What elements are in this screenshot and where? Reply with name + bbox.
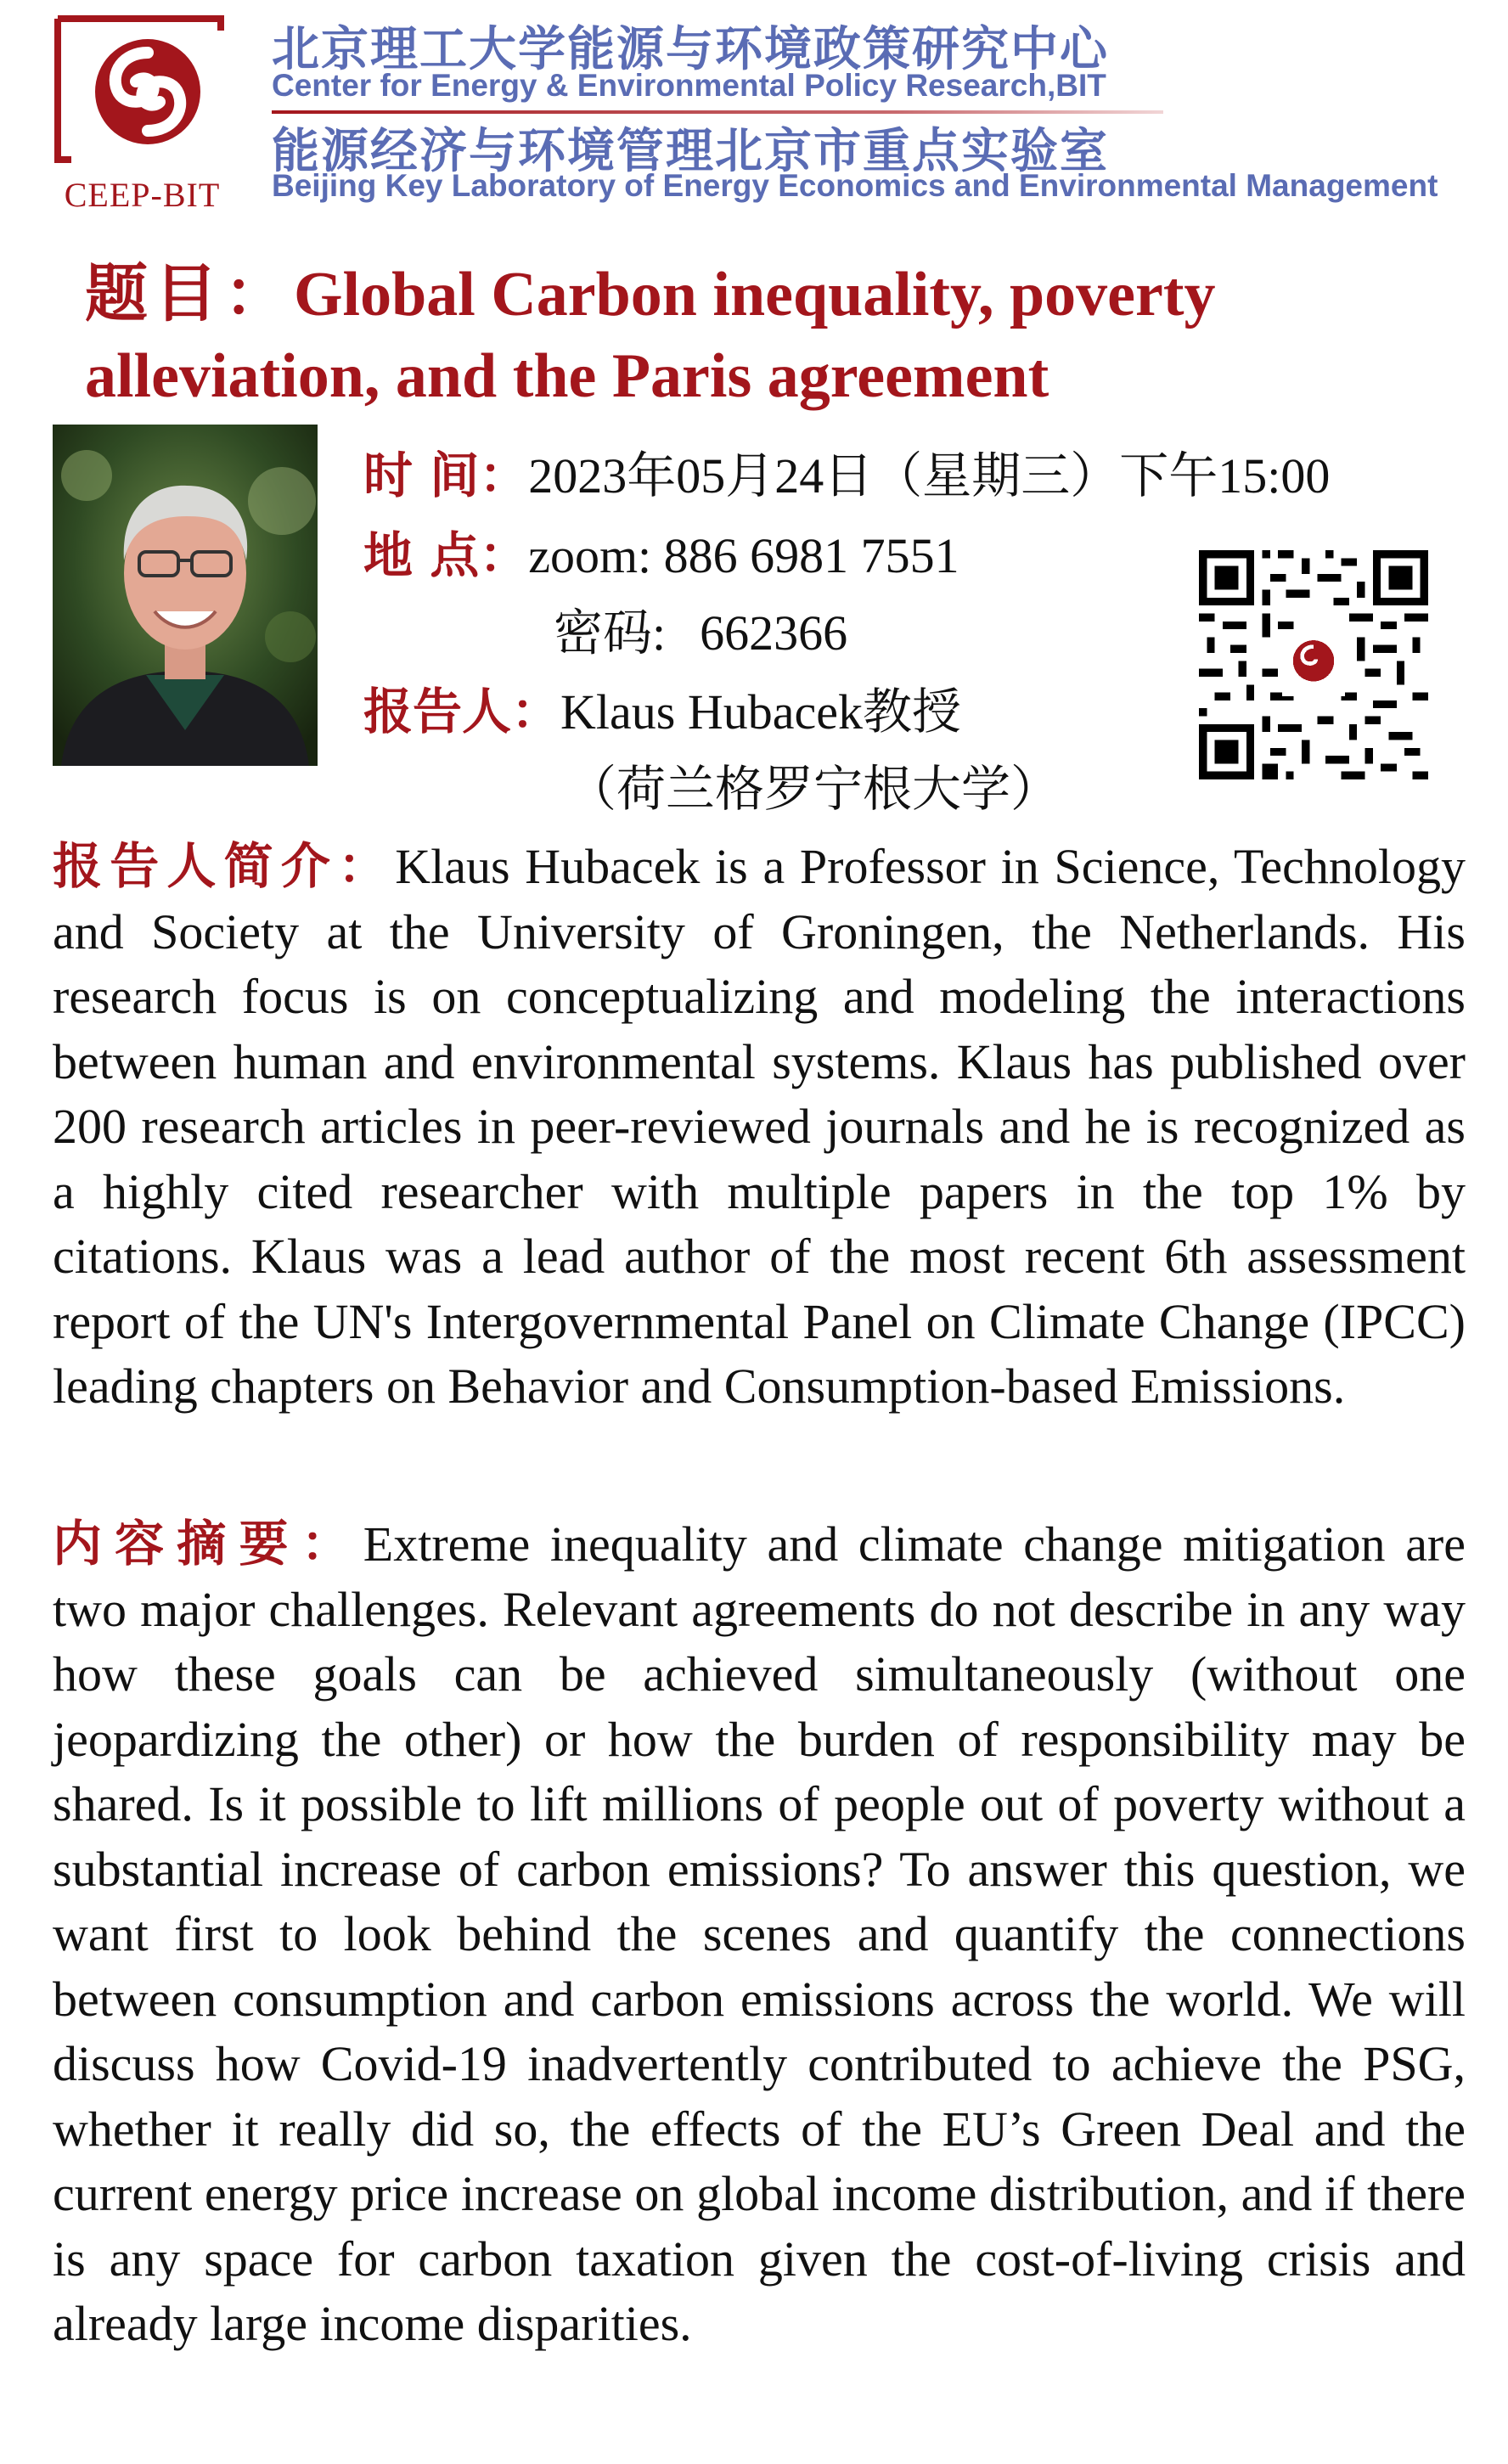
title-text: Global Carbon inequality, poverty alleviation, and the Paris agreement (85, 260, 1216, 411)
lab-name-cn: 能源经济与环境管理北京市重点实验室 (272, 124, 1109, 179)
place-value: zoom: 886 6981 7551 (528, 528, 959, 583)
place-label: 地 点： (363, 526, 529, 584)
talk-time-row (363, 448, 1330, 503)
qr-code-icon[interactable] (1199, 550, 1428, 779)
password-value: 662366 (700, 605, 848, 661)
password-row (554, 606, 847, 661)
abstract-label: 内容摘要： (53, 1515, 363, 1572)
time-value: 2023年05月24日（星期三）下午15:00 (528, 448, 1331, 503)
talk-abstract (53, 1511, 1466, 2357)
ceep-logo-icon (54, 14, 224, 165)
speaker-name: Klaus Hubacek教授 (560, 684, 961, 740)
bio-label: 报告人简介： (53, 837, 396, 895)
speaker-photo (53, 425, 318, 766)
bio-text: Klaus Hubacek is a Professor in Science, Technology and Society at the University of Groningen, the Netherlands. His research focus is on conceptualizing and modeling the interactions between human and environmental systems. Klaus has published over 200 research articles in peer-reviewed journals and he is recognized as a highly cited researcher with multiple papers in the top 1% by citations. Klaus was a lead author of the most recent 6th assessment report of the UN's Intergovernmental Panel on Climate Change (IPCC) leading chapters on Behavior and Consumption-based Emissions. (53, 839, 1466, 1414)
logo-text: CEEP-BIT (64, 176, 221, 214)
speaker-label: 报告人： (363, 683, 561, 740)
abstract-text: Extreme inequality and climate change mitigation are two major challenges. Relevant agreements do not describe in any way how these goals can be achieved simultaneously (without one jeopardizing the other) or how the burden of responsibility may be shared. Is it possible to lift millions of people out of poverty without a substantial increase of carbon emissions? To answer this question, we want first to look behind the scenes and quantify the connections between consumption and carbon emissions across the world. We will discuss how Covid-19 inadvertently contributed to achieve the PSG, whether it really did so, the effects of the EU’s Green Deal and the current energy price increase on global income distribution, and if there is any space for carbon taxation given the cost-of-living crisis and already large income disparities. (53, 1516, 1466, 2351)
speaker-row (363, 684, 961, 740)
org-name-cn: 北京理工大学能源与环境政策研究中心 (272, 22, 1109, 77)
speaker-bio (53, 834, 1466, 1420)
ceep-logo (51, 14, 229, 214)
time-label: 时 间： (363, 447, 529, 504)
speaker-affiliation-row (567, 762, 1060, 817)
password-label: 密码: (554, 605, 667, 661)
lab-name-en: Beijing Key Laboratory of Energy Economics and Environmental Management (272, 168, 1438, 203)
talk-place-row (363, 528, 959, 583)
talk-title (85, 253, 1460, 417)
title-label: 题目： (85, 257, 294, 330)
speaker-affiliation: （荷兰格罗宁根大学） (567, 762, 1061, 817)
org-name-en: Center for Energy & Environmental Policy Research,BIT (272, 68, 1106, 103)
